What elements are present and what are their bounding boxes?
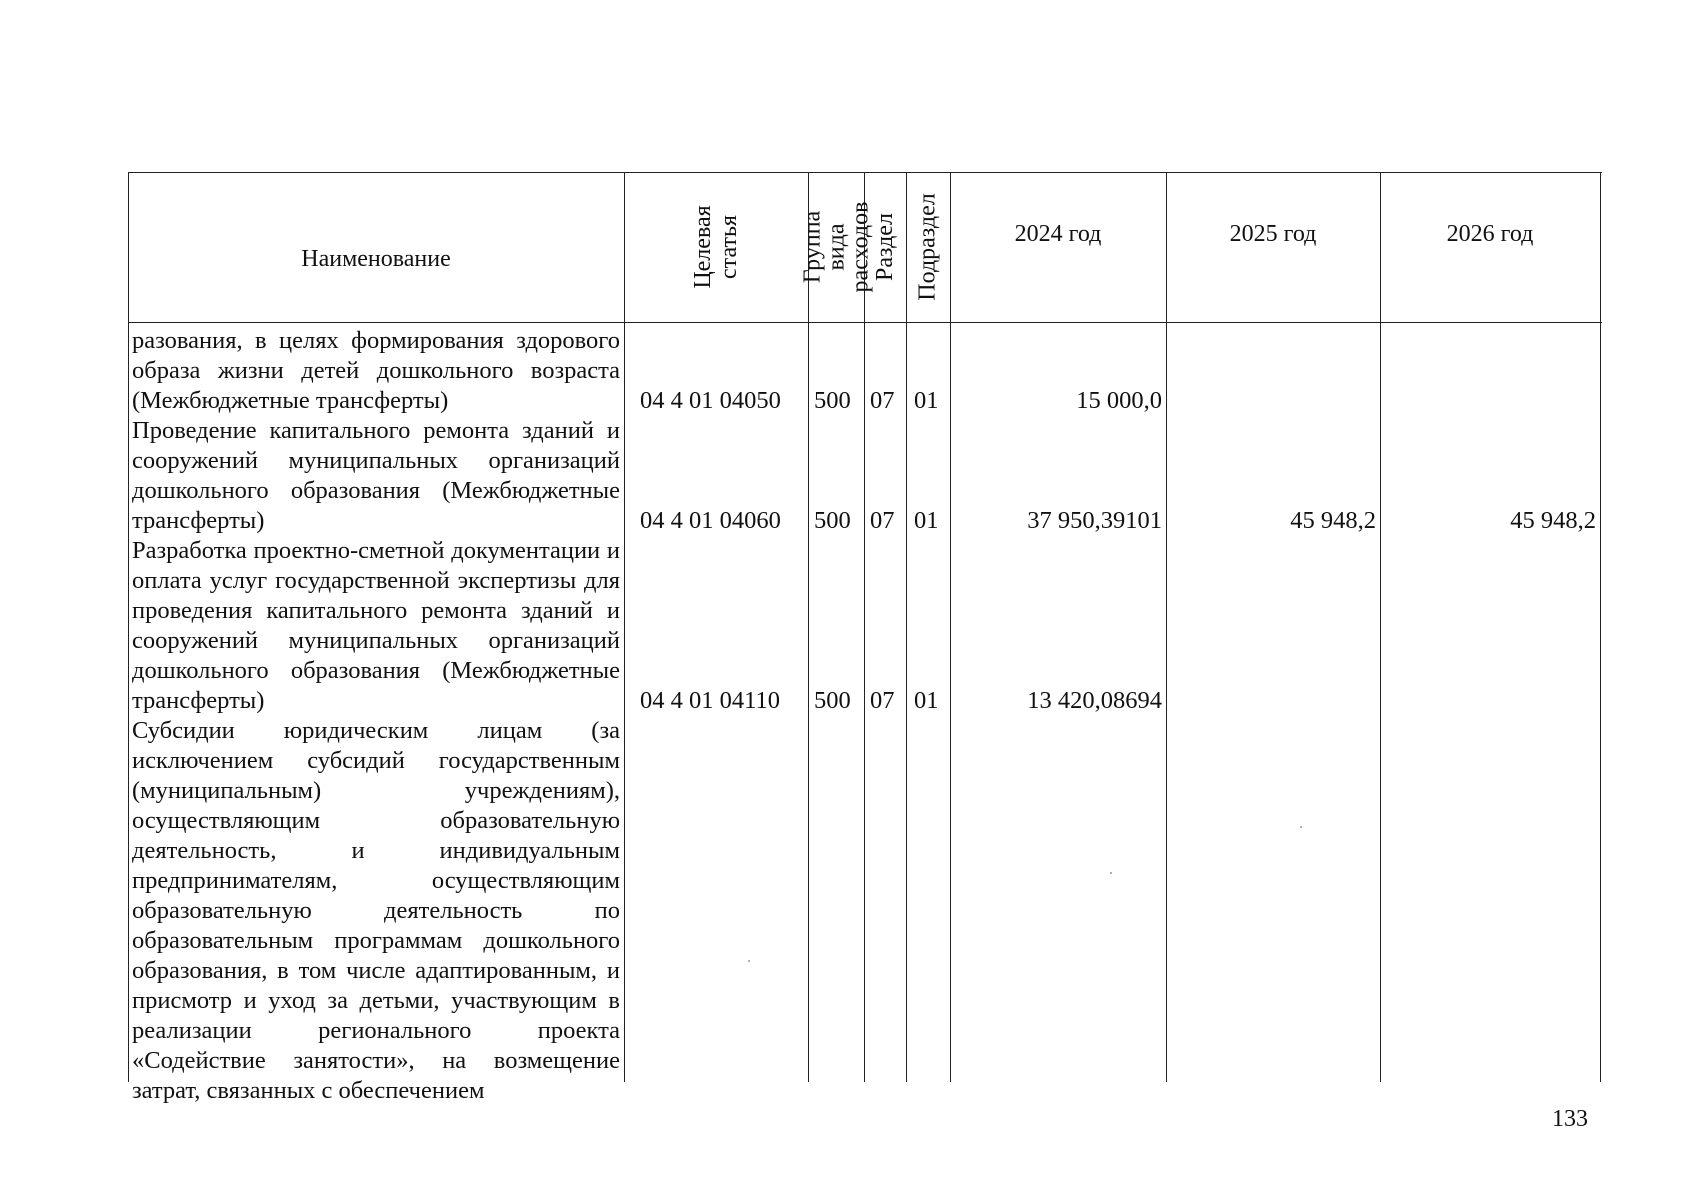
row-subsection: 01 <box>914 507 939 534</box>
row-2024: 13 420,08694 <box>1027 687 1162 714</box>
header-target-article-label: Целевая статья <box>690 205 742 289</box>
row-code: 04 4 01 04110 <box>640 687 780 714</box>
header-name <box>128 184 624 334</box>
col-border <box>1380 172 1381 1082</box>
row-subsection: 01 <box>914 387 939 414</box>
scan-speck <box>1300 826 1302 828</box>
row-group: 500 <box>814 687 851 714</box>
row-section: 07 <box>870 507 895 534</box>
header-subsection-label: Подраздел <box>915 193 942 301</box>
row-group: 500 <box>814 387 851 414</box>
header-expense-group <box>799 172 874 322</box>
row-subsection: 01 <box>914 687 939 714</box>
name-column <box>132 326 620 1106</box>
page-number: 133 <box>1552 1106 1588 1132</box>
col-border <box>1600 172 1601 1082</box>
header-target-article <box>624 172 808 322</box>
header-year-2026-label: 2026 год <box>1446 221 1534 247</box>
header-year-2024 <box>950 172 1166 296</box>
header-expense-group-label: Группа вида расходов <box>799 201 874 293</box>
row-name: Субсидии юридическим лицам (за исключением субсидий государственным (муниципальным) учреждениям), осуществляющим образовательную деятельность, и индивидуальным предпринимателям, осуществляющим образовательную деятельность по образовательным программам дошкольного образования, в том числе адаптированным, и присмотр и уход за детьми, участвующим в реализации регионального проекта «Содействие занятости», на возмещение затрат, связанных с обеспечением <box>132 717 620 1104</box>
header-year-2026 <box>1380 172 1600 296</box>
row-2024: 15 000,0 <box>1076 387 1162 414</box>
row-name: Разработка проектно-сметной документации и оплата услуг государственной экспертизы для проведения капитального ремонта зданий и сооружений муниципальных организаций дошкольного образования (Межбюджетные трансферты) <box>132 537 620 714</box>
scan-speck <box>748 960 750 962</box>
row-2026: 45 948,2 <box>1510 507 1596 534</box>
row-section: 07 <box>870 387 895 414</box>
header-subsection <box>906 172 950 322</box>
row-code: 04 4 01 04050 <box>640 387 781 414</box>
header-year-2024-label: 2024 год <box>1014 221 1102 247</box>
header-year-2025 <box>1166 172 1380 296</box>
row-section: 07 <box>870 687 895 714</box>
row-name: разования, в целях формирования здорового образа жизни детей дошкольного возраста (Межбюджетные трансферты) <box>132 327 620 414</box>
budget-table <box>128 172 1602 1104</box>
row-name: Проведение капитального ремонта зданий и сооружений муниципальных организаций дошкольного образования (Межбюджетные трансферты) <box>132 417 620 534</box>
header-year-2025-label: 2025 год <box>1229 221 1317 247</box>
col-border <box>1166 172 1167 1082</box>
col-border <box>950 172 951 1082</box>
row-2025: 45 948,2 <box>1290 507 1376 534</box>
row-code: 04 4 01 04060 <box>640 507 781 534</box>
header-section-label: Раздел <box>872 213 899 281</box>
row-group: 500 <box>814 507 851 534</box>
row-2024: 37 950,39101 <box>1027 507 1162 534</box>
header-name-label: Наименование <box>301 246 451 272</box>
header-section <box>864 172 906 322</box>
scan-speck <box>1110 872 1112 874</box>
